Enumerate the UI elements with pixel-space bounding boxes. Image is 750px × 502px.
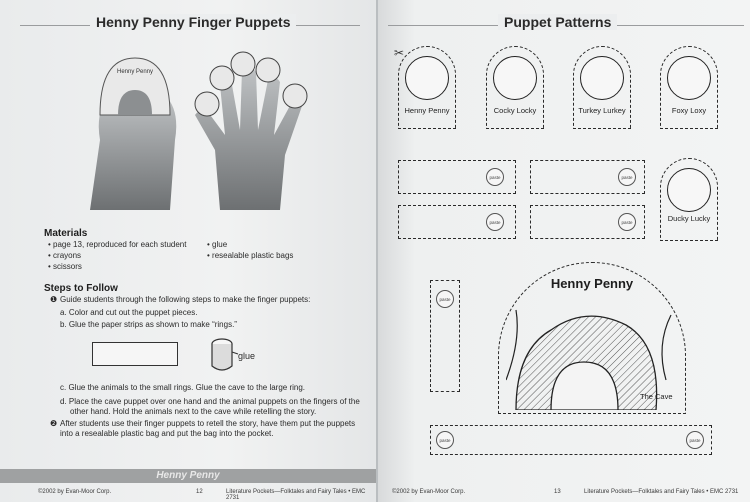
book-title-footer: Literature Pockets—Folktales and Fairy Tales • EMC 2731 <box>584 489 739 495</box>
right-page <box>378 0 750 502</box>
finger-puppet-2 <box>210 66 234 90</box>
paste-circle: paste <box>486 168 504 186</box>
puppet-label: Cocky Locky <box>493 106 537 115</box>
hen-icon <box>405 56 449 100</box>
puppet-label: Henny Penny <box>404 106 450 115</box>
step-2-line1: After students use their finger puppets to retell the story, have them put the puppets <box>60 419 356 428</box>
material-item: • scissors <box>48 262 82 272</box>
cave-puppet-text: Henny Penny <box>116 69 154 75</box>
bottom-paper-strip <box>430 425 712 455</box>
finger-puppet-4 <box>256 58 280 82</box>
left-title-bar <box>0 14 376 36</box>
material-item: • page 13, reproduced for each student <box>48 240 186 250</box>
step-2-line2: into a resealable plastic bag and put the bag into the pocket. <box>60 429 274 438</box>
right-title-bar <box>378 14 750 36</box>
paper-strip-illustration <box>92 342 178 366</box>
puppet-label: Foxy Loxy <box>671 106 707 115</box>
paste-circle: paste <box>486 213 504 231</box>
puppet-label: Turkey Lurkey <box>578 106 626 115</box>
finger-puppet-1 <box>195 92 219 116</box>
page-title: Puppet Patterns <box>498 14 617 30</box>
paste-circle: paste <box>436 290 454 308</box>
page-number: 13 <box>554 489 561 495</box>
material-item: • glue <box>207 240 227 250</box>
paste-circle: paste <box>686 431 704 449</box>
step-c: c. Glue the animals to the small rings. Glue the cave to the large ring. <box>60 383 306 392</box>
steps-heading: Steps to Follow <box>44 283 118 294</box>
step-1-text: Guide students through the following steps to make the finger puppets: <box>60 295 311 304</box>
materials-heading: Materials <box>44 228 88 239</box>
fox-icon <box>667 56 711 100</box>
hands-photo <box>70 40 340 210</box>
page-title: Henny Penny Finger Puppets <box>90 14 296 30</box>
book-title-footer: Literature Pockets—Folktales and Fairy Tales • EMC 2731 <box>226 489 366 501</box>
paste-circle: paste <box>618 213 636 231</box>
rooster-icon <box>493 56 537 100</box>
page-number: 12 <box>196 489 203 495</box>
footer-band-text: Henny Penny <box>156 470 220 481</box>
glue-label: glue <box>238 351 256 361</box>
step-1-number: ❶ <box>50 295 58 304</box>
material-item: • crayons <box>48 251 81 261</box>
paste-circle: paste <box>618 168 636 186</box>
copyright: ©2002 by Evan-Moor Corp. <box>392 489 466 495</box>
turkey-icon <box>580 56 624 100</box>
paste-circle: paste <box>436 431 454 449</box>
cave-label: The Cave <box>640 392 673 401</box>
scissors-icon: ✂ <box>394 46 405 60</box>
step-d-line1: d. Place the cave puppet over one hand and the animal puppets on the fingers of the <box>60 397 360 406</box>
step-a: a. Color and cut out the puppet pieces. <box>60 308 198 317</box>
duck-icon <box>667 168 711 212</box>
cave-title: Henny Penny <box>550 276 634 291</box>
finger-puppet-3 <box>231 52 255 76</box>
copyright: ©2002 by Evan-Moor Corp. <box>38 489 112 495</box>
step-2-number: ❷ <box>50 419 58 428</box>
puppet-label: Ducky Lucky <box>667 214 711 223</box>
step-d-line2: other hand. Hold the animals next to the cave while retelling the story. <box>70 407 317 416</box>
material-item: • resealable plastic bags <box>207 251 293 261</box>
finger-puppet-5 <box>283 84 307 108</box>
step-b: b. Glue the paper strips as shown to make “rings.” <box>60 320 237 329</box>
